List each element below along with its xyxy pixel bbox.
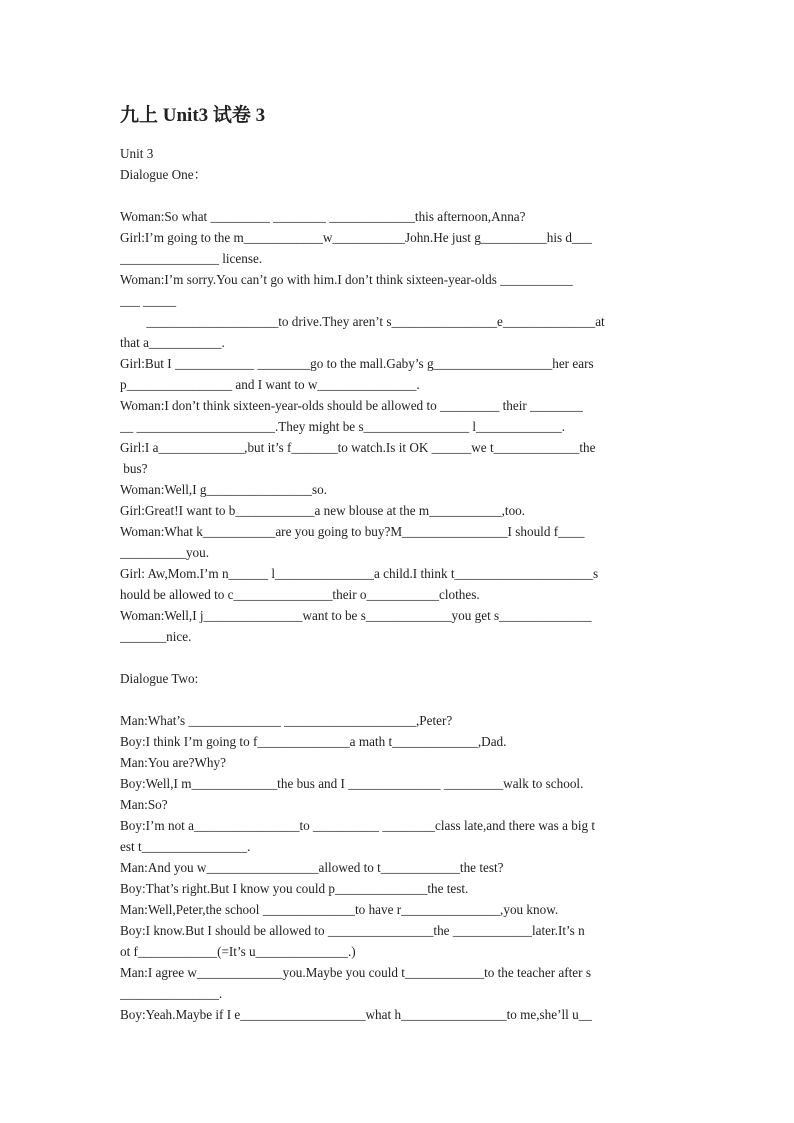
dialogue-line: that a___________. xyxy=(120,335,225,350)
dialogue-line: est t________________. xyxy=(120,839,251,854)
dialogue-line: p________________ and I want to w_______________. xyxy=(120,377,420,392)
dialogue-line: Woman:So what _________ ________ _____________this afternoon,Anna? xyxy=(120,209,526,224)
page-title: 九上 Unit3 试卷 3 xyxy=(120,105,266,126)
dialogue-line: Girl:I a_____________,but it’s f_______to watch.Is it OK ______we t_____________the xyxy=(120,440,596,455)
unit-label: Unit 3 xyxy=(120,146,154,161)
dialogue-two xyxy=(120,710,672,1025)
dialogue-line: Boy:I think I’m going to f______________a math t_____________,Dad. xyxy=(120,734,507,749)
dialogue-line: _______________. xyxy=(120,986,223,1001)
dialogue-two-heading: Dialogue Two: xyxy=(120,671,199,686)
dialogue-one-heading: Dialogue One： xyxy=(120,167,207,182)
dialogue-line: Boy:Yeah.Maybe if I e___________________what h________________to me,she’ll u__ xyxy=(120,1007,592,1022)
dialogue-line: Man:So? xyxy=(120,797,168,812)
dialogue-line: hould be allowed to c_______________their o___________clothes. xyxy=(120,587,480,602)
spacer xyxy=(120,185,672,206)
dialogue-line: Girl:Great!I want to b____________a new blouse at the m___________,too. xyxy=(120,503,526,518)
dialogue-line: __ _____________________.They might be s________________ l_____________. xyxy=(120,419,566,434)
dialogue-line: Boy:I know.But I should be allowed to ________________the ____________later.It’s n xyxy=(120,923,585,938)
dialogue-line: Woman:Well,I g________________so. xyxy=(120,482,328,497)
dialogue-line: Boy:Well,I m_____________the bus and I ______________ _________walk to school. xyxy=(120,776,584,791)
dialogue-line: Boy:That’s right.But I know you could p______________the test. xyxy=(120,881,469,896)
spacer xyxy=(120,689,672,710)
dialogue-line: Woman:I don’t think sixteen-year-olds should be allowed to _________ their ________ xyxy=(120,398,583,413)
dialogue-line: Girl:But I ____________ ________go to the mall.Gaby’s g__________________her ears xyxy=(120,356,594,371)
dialogue-line: Woman:Well,I j_______________want to be s_____________you get s______________ xyxy=(120,608,592,623)
dialogue-one xyxy=(120,206,672,647)
spacer xyxy=(120,647,672,668)
dialogue-line: ___ _____ xyxy=(120,293,177,308)
worksheet-page xyxy=(120,103,672,1025)
dialogue-line: Man:Well,Peter,the school ______________to have r_______________,you know. xyxy=(120,902,559,917)
dialogue-line: Man:I agree w_____________you.Maybe you could t____________to the teacher after s xyxy=(120,965,591,980)
dialogue-line: bus? xyxy=(120,461,148,476)
dialogue-line: Boy:I’m not a________________to __________ ________class late,and there was a big t xyxy=(120,818,596,833)
dialogue-line: Girl: Aw,Mom.I’m n______ l_______________a child.I think t_____________________s xyxy=(120,566,599,581)
dialogue-line: Woman:I’m sorry.You can’t go with him.I don’t think sixteen-year-olds ___________ xyxy=(120,272,573,287)
dialogue-line: Man:What’s ______________ ____________________,Peter? xyxy=(120,713,453,728)
dialogue-line: Woman:What k___________are you going to buy?M________________I should f____ xyxy=(120,524,585,539)
dialogue-line: Man:You are?Why? xyxy=(120,755,226,770)
dialogue-line: ot f____________(=It’s u______________.) xyxy=(120,944,356,959)
dialogue-line: _______________ license. xyxy=(120,251,263,266)
dialogue-line: Man:And you w_________________allowed to t____________the test? xyxy=(120,860,504,875)
dialogue-line: Girl:I’m going to the m____________w___________John.He just g__________his d___ xyxy=(120,230,592,245)
dialogue-line: _______nice. xyxy=(120,629,192,644)
dialogue-line: __________you. xyxy=(120,545,210,560)
dialogue-line: ____________________to drive.They aren’t s________________e______________at xyxy=(120,314,605,329)
